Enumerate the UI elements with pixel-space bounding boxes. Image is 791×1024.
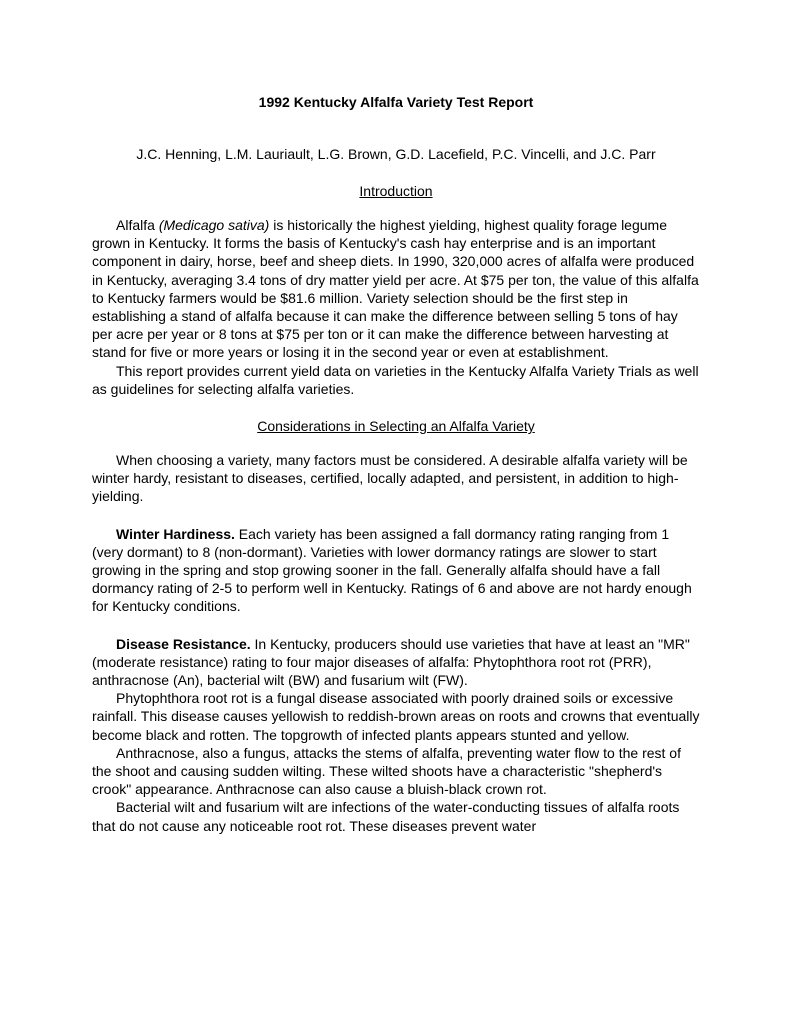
- wilt-paragraph: Bacterial wilt and fusarium wilt are infections of the water-conducting tissues of alfalfa roots that do not cause any noticeable root rot. These diseases prevent water: [92, 799, 680, 834]
- winter-hardiness-text: Each variety has been assigned a fall dormancy rating ranging from 1 (very dormant) to 8 (non-dormant). Varieties with lower dormancy ratings are slower to start growing in the spring and stop growing sooner in the fall. Generally alfalfa should have a fall dormancy rating of 2-5 to perform well in Kentucky. Ratings of 6 and above are not hardy enough for Kentucky conditions.: [92, 525, 692, 615]
- considerations-paragraph: When choosing a variety, many factors must be considered. A desirable alfalfa variety will be winter hardy, resistant to diseases, certified, locally adapted, and persistent, in addition to high-yielding.: [92, 452, 688, 505]
- scientific-name: (Medicago sativa): [158, 217, 270, 233]
- disease-resistance-label: Disease Resistance.: [116, 635, 251, 652]
- intro-text-body: is historically the highest yielding, highest quality forage legume grown in Kentucky. It forms the basis of Kentucky's cash hay enterprise and is an important component in dairy, horse, beef and sheep diets. In 1990, 320,000 acres of alfalfa were produced in Kentucky, averaging 3.4 tons of dry matter yield per acre. At $75 per ton, the value of this alfalfa to Kentucky farmers would be $81.6 million. Variety selection should be the first step in establishing a stand of alfalfa because it can make the difference between selling 5 tons of hay per acre per year or 8 tons at $75 per ton or it can make the difference between harvesting at stand for five or more years or losing it in the second year or even at establishment.: [92, 217, 699, 361]
- considerations-heading: Considerations in Selecting an Alfalfa Variety: [257, 418, 535, 435]
- winter-hardiness-paragraph: [92, 525, 700, 616]
- disease-resistance-text: In Kentucky, producers should use varieties that have at least an "MR" (moderate resistance) rating to four major diseases of alfalfa: Phytophthora root rot (PRR), anthracnose (An), bacterial wilt (BW) and fusarium wilt (FW).: [92, 635, 690, 689]
- document-page: [92, 93, 700, 835]
- anthracnose-paragraph: Anthracnose, also a fungus, attacks the stems of alfalfa, preventing water flow to the rest of the shoot and causing sudden wilting. These wilted shoots have a characteristic "shepherd's crook" appearance. Anthracnose can also cause a bluish-black crown rot.: [92, 744, 681, 798]
- phytophthora-paragraph: Phytophthora root rot is a fungal disease associated with poorly drained soils or excessive rainfall. This disease causes yellowish to reddish-brown areas on roots and crowns that eventually become black and rotten. The topgrowth of infected plants appears stunted and yellow.: [92, 690, 700, 743]
- winter-hardiness-label: Winter Hardiness.: [116, 525, 235, 542]
- intro-paragraph-2: This report provides current yield data on varieties in the Kentucky Alfalfa Variety Trials as well as guidelines for selecting alfalfa varieties.: [92, 362, 699, 397]
- introduction-heading: Introduction: [359, 183, 433, 199]
- intro-text-lead: Alfalfa: [116, 217, 159, 233]
- disease-resistance-paragraph: [92, 635, 700, 690]
- authors-line: J.C. Henning, L.M. Lauriault, L.G. Brown, G.D. Lacefield, P.C. Vincelli, and J.C. Parr: [136, 146, 656, 162]
- intro-paragraph-1: [92, 216, 700, 362]
- document-title: 1992 Kentucky Alfalfa Variety Test Report: [258, 94, 534, 110]
